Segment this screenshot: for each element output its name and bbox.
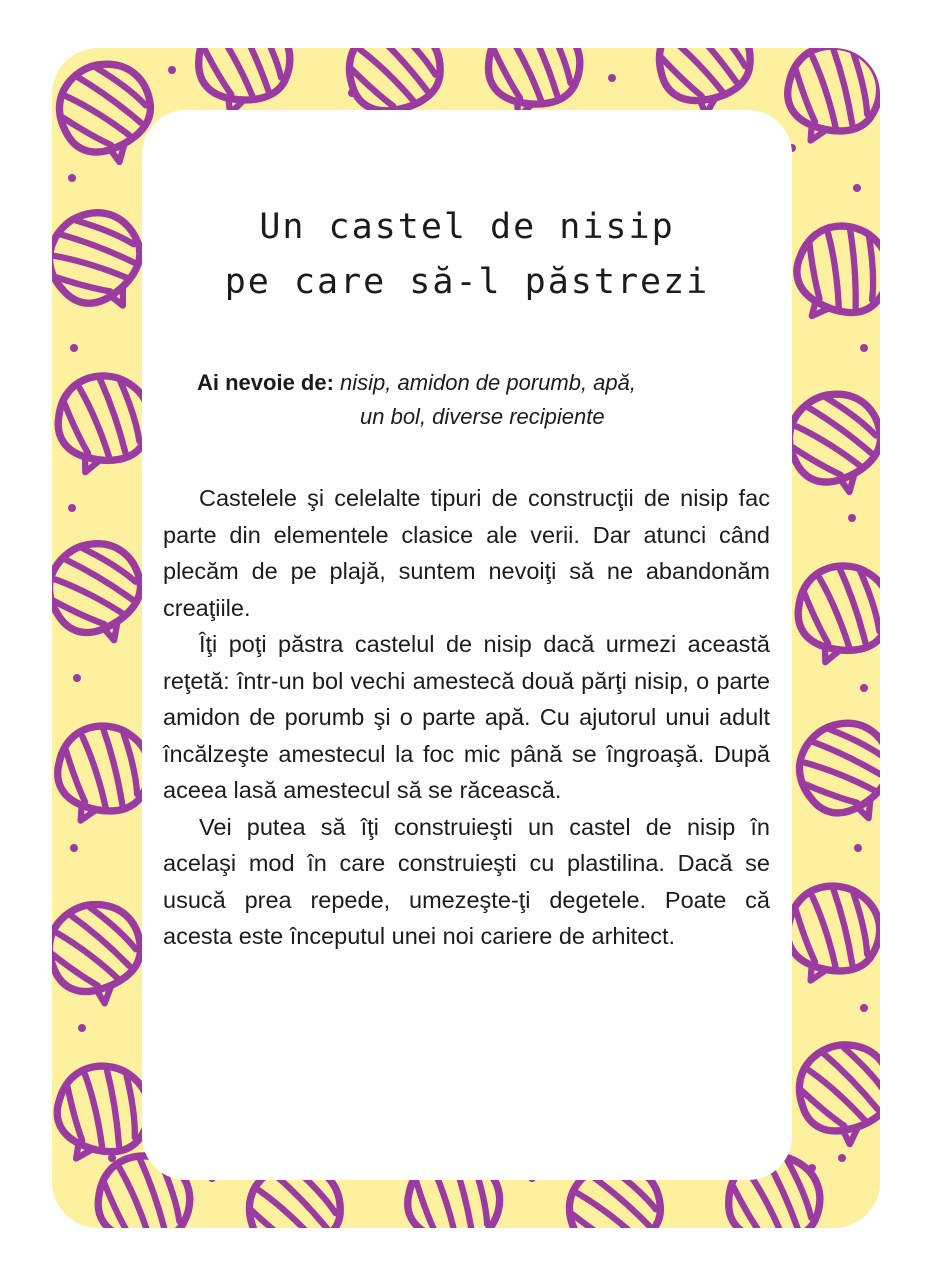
- seashell-icon: [655, 48, 756, 119]
- title-line-2: pe care să-l păstrezi: [224, 262, 710, 302]
- seashell-icon: [777, 210, 880, 341]
- decorative-dot: [608, 74, 616, 82]
- decorative-dot: [853, 184, 861, 192]
- decorative-dot: [168, 66, 176, 74]
- decorative-dot: [78, 1024, 86, 1032]
- seashell-icon: [52, 894, 153, 1013]
- instructions-text: [163, 480, 770, 955]
- decorative-dot: [68, 504, 76, 512]
- decorative-dot: [854, 844, 862, 852]
- paragraph-3: Vei putea să îţi construieşti un castel de nisip în acelaşi mod în care construieşti cu plastilina. Dacă se usucă prea repede, umezeşte-ţi degetele. Poate că acesta este începutul unei noi cariere de arhitect.: [163, 813, 770, 949]
- decorative-dot: [348, 89, 356, 97]
- decorative-dot: [70, 844, 78, 852]
- materials-label: Ai nevoie de:: [197, 370, 334, 395]
- seashell-icon: [786, 556, 880, 675]
- decorative-dot: [860, 684, 868, 692]
- seashell-icon: [777, 381, 880, 505]
- card-title: [142, 200, 792, 310]
- decorative-dot: [838, 1154, 846, 1162]
- decorative-dot: [73, 674, 81, 682]
- seashell-icon: [793, 1038, 880, 1152]
- title-line-1: Un castel de nisip: [259, 207, 675, 247]
- decorative-dot: [70, 344, 78, 352]
- decorative-dot: [848, 514, 856, 522]
- materials-items-line-2: un bol, diverse recipiente: [360, 404, 605, 429]
- materials-items-line-1: nisip, amidon de porumb, apă,: [340, 370, 637, 395]
- decorative-dot: [108, 1154, 116, 1162]
- materials-list: [197, 366, 757, 434]
- seashell-icon: [784, 707, 880, 838]
- decorative-dot: [860, 344, 868, 352]
- paragraph-2: Îţi poţi păstra castelul de nisip dacă urmezi această reţetă: într-un bol vechi amestecă două părţi nisip, o parte amidon de porumb şi o parte apă. Cu ajutorul unui adult încălzeşte amestecul la foc mic până se îngroaşă. După aceea lasă amestecul să se răcească.: [163, 631, 770, 803]
- decorative-dot: [68, 174, 76, 182]
- decorative-dot: [808, 1164, 816, 1172]
- decorative-dot: [860, 1004, 868, 1012]
- paragraph-1: Castelele şi celelalte tipuri de construcţii de nisip fac parte din elementele clasice ale verii. Dar atunci când plecăm de pe plajă, suntem nevoiţi să ne abandonăm creaţiile.: [163, 485, 770, 621]
